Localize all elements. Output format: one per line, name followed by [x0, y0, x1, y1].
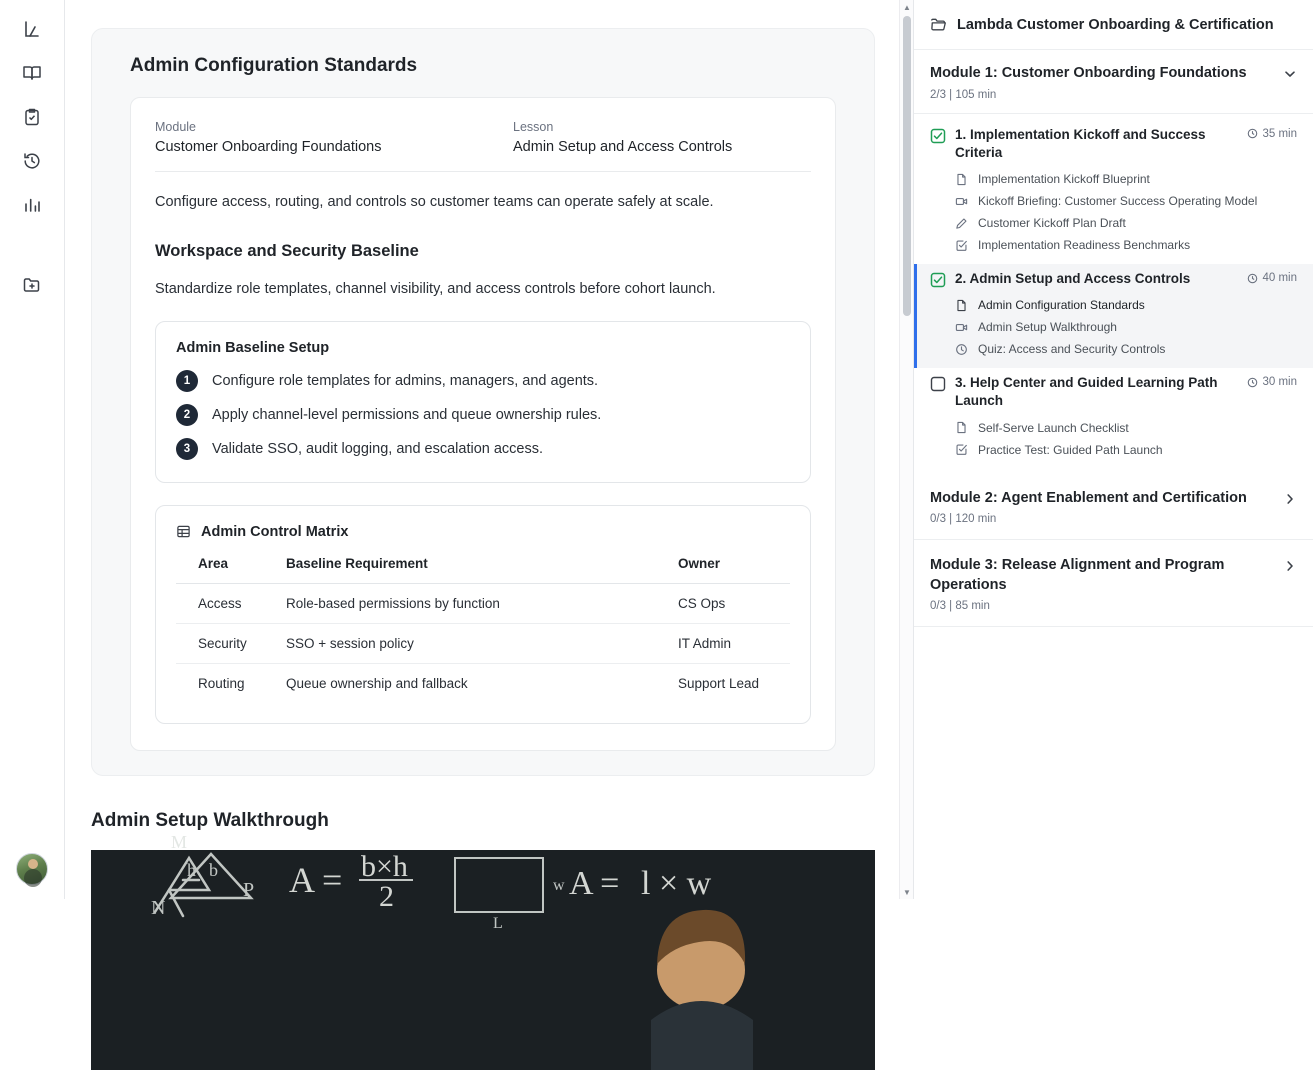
panel-header [914, 0, 1313, 50]
chevron-down-icon[interactable] [1283, 67, 1297, 86]
icon-rail [0, 0, 65, 899]
step-number: 2 [176, 404, 198, 426]
scrollbar-thumb[interactable] [903, 16, 911, 316]
column-header-owner: Owner [678, 556, 790, 584]
lesson-help-center-guided-path[interactable] [914, 368, 1313, 468]
control-matrix-header [176, 524, 790, 540]
scroll-down-arrow[interactable]: ▼ [903, 887, 911, 897]
lesson-1-items [955, 168, 1297, 256]
item-label: Practice Test: Guided Path Launch [978, 442, 1163, 457]
cell-owner: Support Lead [678, 675, 760, 691]
svg-text:A =: A = [289, 859, 343, 900]
cell-owner: IT Admin [678, 623, 790, 663]
page-title: Admin Configuration Standards [130, 55, 418, 76]
list-item-readiness-benchmarks[interactable] [955, 234, 1297, 256]
checkbox-unchecked-icon[interactable] [930, 376, 946, 392]
svg-text:b: b [209, 859, 218, 880]
step-number: 1 [176, 370, 198, 392]
module-header-2[interactable] [914, 473, 1313, 541]
cell-area: Routing [198, 675, 245, 691]
catalog-icon[interactable] [15, 56, 49, 90]
cell-owner: CS Ops [678, 583, 790, 623]
list-item-admin-configuration-standards[interactable] [955, 294, 1297, 316]
module-progress: 0/3 | 120 min [930, 513, 997, 526]
section-body-security: Standardize role templates, channel visibility, and access controls before cohort launch. [155, 280, 716, 297]
step-item [176, 404, 790, 426]
lesson-3-items [955, 417, 1297, 461]
item-label: Kickoff Briefing: Customer Success Operating Model [978, 194, 1258, 208]
video-icon [955, 321, 969, 334]
lesson-implementation-kickoff[interactable] [914, 120, 1313, 264]
module-name: Module 3: Release Alignment and Program Operations [930, 557, 1225, 593]
folder-icon [930, 16, 947, 33]
module-1-lessons [914, 114, 1313, 473]
meta-lesson [513, 120, 871, 155]
checkbox-checked-icon[interactable] [930, 272, 946, 288]
cell-requirement: Queue ownership and fallback [286, 675, 468, 691]
analytics-icon[interactable] [15, 188, 49, 222]
list-item-kickoff-plan-draft[interactable] [955, 212, 1297, 234]
svg-text:A =: A = [569, 864, 620, 902]
assignments-icon[interactable] [15, 100, 49, 134]
module-progress: 2/3 | 105 min [930, 88, 997, 101]
item-label: Quiz: Access and Security Controls [978, 342, 1166, 357]
checklist-icon [955, 443, 969, 456]
steps-box [155, 321, 811, 483]
meta-module-label: Module [155, 120, 196, 134]
video-section-heading: Admin Setup Walkthrough [91, 809, 329, 831]
content-scrollbar[interactable] [899, 0, 913, 899]
svg-text:N: N [151, 896, 166, 919]
module-header-1[interactable] [914, 50, 1313, 114]
lesson-duration-text: 35 min [1262, 127, 1297, 140]
table-icon [176, 524, 191, 539]
svg-text:h: h [187, 859, 196, 880]
clock-icon [1247, 273, 1258, 284]
lesson-meta [155, 120, 811, 172]
lesson-inner-card [130, 97, 836, 751]
cell-requirement: SSO + session policy [286, 623, 678, 663]
step-item [176, 438, 790, 460]
scroll-up-arrow[interactable]: ▲ [903, 2, 911, 12]
svg-text:P: P [243, 878, 255, 901]
meta-lesson-value: Admin Setup and Access Controls [513, 139, 733, 155]
list-item-self-serve-launch-checklist[interactable] [955, 417, 1297, 439]
document-icon [955, 299, 969, 312]
control-matrix-table [176, 556, 790, 703]
lesson-duration [1247, 272, 1297, 284]
meta-module-value: Customer Onboarding Foundations [155, 139, 382, 155]
lesson-title: 1. Implementation Kickoff and Success Criteria [955, 126, 1206, 160]
item-label: Admin Configuration Standards [978, 298, 1145, 313]
checkbox-checked-icon[interactable] [930, 128, 946, 144]
course-outline-panel [913, 0, 1313, 899]
logo-icon[interactable] [15, 12, 49, 46]
video-player[interactable] [91, 831, 875, 1070]
chevron-right-icon[interactable] [1283, 492, 1297, 511]
list-item-blueprint[interactable] [955, 168, 1297, 190]
list-item-practice-test-guided-path[interactable] [955, 439, 1297, 461]
table-row [176, 583, 790, 623]
video-thumbnail [91, 831, 875, 1070]
history-icon[interactable] [15, 144, 49, 178]
lesson-admin-setup-access-controls[interactable] [914, 264, 1313, 368]
table-row [176, 663, 790, 703]
item-label: Admin Setup Walkthrough [978, 320, 1117, 335]
svg-text:L: L [493, 914, 503, 932]
step-text: Configure role templates for admins, managers, and agents. [212, 372, 599, 389]
module-name: Module 2: Agent Enablement and Certification [930, 489, 1247, 506]
control-matrix-box [155, 505, 811, 724]
quiz-icon [955, 343, 969, 356]
svg-text:l × w: l × w [641, 864, 712, 902]
steps-box-title: Admin Baseline Setup [176, 339, 330, 356]
clock-icon [1247, 128, 1258, 139]
module-progress: 0/3 | 85 min [930, 600, 990, 613]
step-item [176, 370, 790, 392]
step-text: Validate SSO, audit logging, and escalation access. [212, 440, 544, 457]
step-number: 3 [176, 438, 198, 460]
column-header-requirement: Baseline Requirement [286, 556, 678, 584]
item-label: Customer Kickoff Plan Draft [978, 216, 1126, 230]
svg-text:w: w [553, 876, 565, 894]
column-header-area: Area [176, 556, 286, 584]
svg-text:M: M [171, 831, 188, 852]
item-label: Implementation Kickoff Blueprint [978, 172, 1150, 186]
section-heading-security: Workspace and Security Baseline [155, 241, 419, 260]
lesson-lead-text: Configure access, routing, and controls so customer teams can operate safely at scale. [155, 194, 714, 210]
control-matrix-title: Admin Control Matrix [201, 523, 349, 540]
svg-text:2: 2 [379, 879, 394, 913]
chevron-right-icon[interactable] [1283, 559, 1297, 578]
lesson-duration-text: 30 min [1262, 376, 1297, 389]
meta-module [155, 120, 513, 155]
cell-requirement: Role-based permissions by function [286, 583, 678, 623]
lesson-duration [1247, 376, 1297, 388]
lesson-title: 2. Admin Setup and Access Controls [955, 271, 1191, 286]
step-text: Apply channel-level permissions and queue ownership rules. [212, 406, 602, 423]
list-item-quiz-access-security[interactable] [955, 338, 1297, 360]
lesson-duration-text: 40 min [1262, 272, 1297, 284]
video-icon [955, 195, 969, 208]
document-icon [955, 421, 969, 434]
new-folder-icon[interactable] [15, 268, 49, 302]
table-row [176, 623, 790, 663]
module-name: Module 1: Customer Onboarding Foundations [930, 65, 1247, 81]
panel-title: Lambda Customer Onboarding & Certification [957, 16, 1274, 33]
module-header-3[interactable] [914, 540, 1313, 627]
list-item-kickoff-briefing[interactable] [955, 190, 1297, 212]
meta-lesson-label: Lesson [513, 120, 554, 134]
lesson-duration [1247, 128, 1297, 140]
list-item-admin-setup-walkthrough[interactable] [955, 316, 1297, 338]
avatar[interactable] [16, 853, 48, 885]
lesson-2-items [955, 294, 1297, 360]
lesson-card [91, 28, 875, 776]
cell-area: Security [176, 623, 286, 663]
document-icon [955, 173, 969, 186]
main-content [65, 0, 913, 932]
item-label: Self-Serve Launch Checklist [978, 420, 1129, 435]
lesson-title: 3. Help Center and Guided Learning Path Launch [955, 375, 1218, 409]
svg-text:b×h: b×h [361, 849, 408, 883]
content-scroll-area [65, 0, 899, 932]
table-header-row [176, 556, 790, 584]
cell-area: Access [176, 583, 286, 623]
item-label: Implementation Readiness Benchmarks [978, 238, 1191, 252]
pencil-icon [955, 217, 969, 230]
clock-icon [1247, 377, 1258, 388]
checklist-icon [955, 239, 969, 252]
